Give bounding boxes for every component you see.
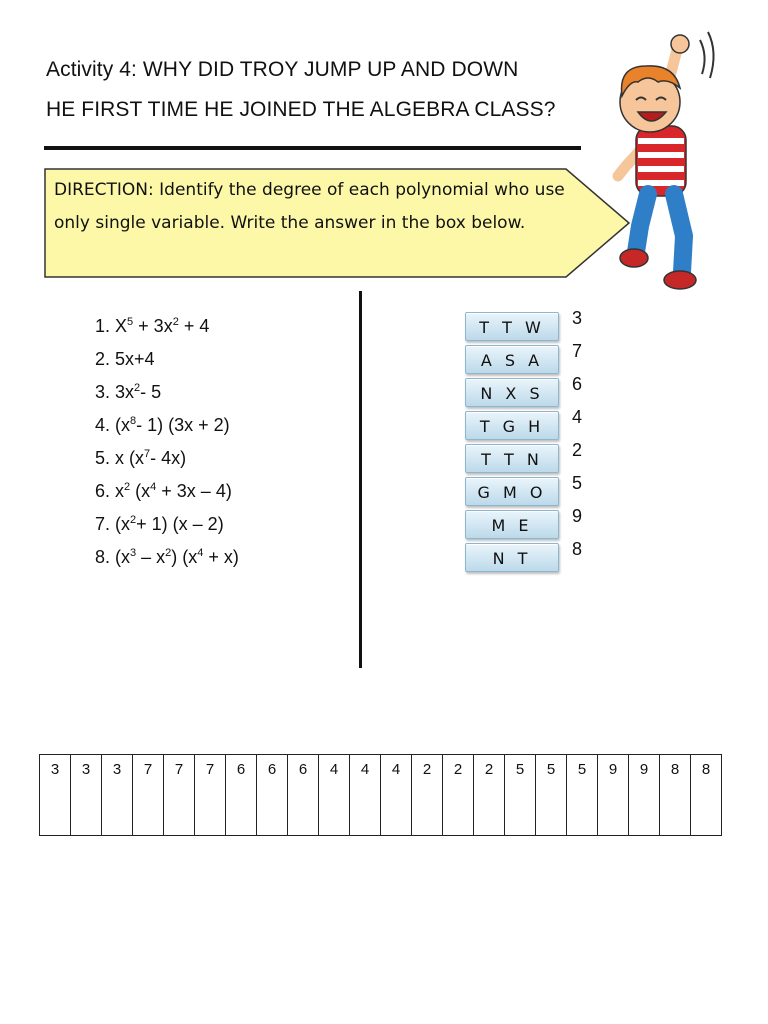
polynomial-item (95, 508, 239, 541)
polynomial-item (95, 376, 239, 409)
answer-cell[interactable]: 5 (505, 755, 536, 836)
expression-part: x (x (115, 448, 145, 468)
exponent: 7 (144, 448, 151, 460)
expression-part: - 5 (140, 382, 162, 402)
title-underline (44, 146, 581, 150)
letter-tile: N T (465, 543, 559, 572)
polynomial-list (95, 310, 239, 574)
answer-cell[interactable]: 7 (133, 755, 164, 836)
answer-cell[interactable]: 2 (443, 755, 474, 836)
polynomial-number: 1. (95, 316, 111, 336)
answer-cell[interactable]: 4 (350, 755, 381, 836)
answer-cell[interactable]: 2 (412, 755, 443, 836)
answer-cell[interactable]: 7 (195, 755, 226, 836)
degree-value: 3 (572, 308, 583, 328)
degree-value: 7 (572, 341, 583, 361)
exponent: 5 (127, 316, 134, 328)
answer-cell[interactable]: 2 (474, 755, 505, 836)
direction-box (44, 168, 630, 278)
degree-value: 8 (572, 539, 583, 559)
answer-cell[interactable]: 4 (381, 755, 412, 836)
answer-cell[interactable]: 9 (598, 755, 629, 836)
degree-value: 9 (572, 506, 583, 526)
polynomial-number: 3. (95, 382, 111, 402)
activity-title-line-2: HE FIRST TIME HE JOINED THE ALGEBRA CLASS? (46, 98, 556, 121)
letter-tile: M E (465, 510, 559, 539)
letter-tile: T T W (465, 312, 559, 341)
answer-row (40, 755, 722, 836)
answer-table (39, 754, 722, 836)
polynomial-number: 6. (95, 481, 111, 501)
expression-part: + 3x (133, 316, 173, 336)
letter-tile: T T N (465, 444, 559, 473)
exponent: 4 (150, 481, 157, 493)
letter-tile: N X S (465, 378, 559, 407)
answer-cell[interactable]: 9 (629, 755, 660, 836)
jumping-boy-illustration (588, 26, 726, 301)
expression-part: X (115, 316, 128, 336)
polynomial-number: 2. (95, 349, 111, 369)
exponent: 3 (130, 547, 137, 559)
letter-tile: T G H (465, 411, 559, 440)
letter-tile: A S A (465, 345, 559, 374)
expression-part: (x (115, 415, 131, 435)
expression-part: 3x (115, 382, 135, 402)
answer-cell[interactable]: 3 (71, 755, 102, 836)
degree-value: 6 (572, 374, 583, 394)
expression-part: - 4x) (150, 448, 187, 468)
expression-part: ) (x (171, 547, 198, 567)
polynomial-item (95, 409, 239, 442)
exponent: 2 (165, 547, 172, 559)
polynomial-number: 4. (95, 415, 111, 435)
answer-cell[interactable]: 5 (567, 755, 598, 836)
answer-cell[interactable]: 7 (164, 755, 195, 836)
expression-part: (x (115, 547, 131, 567)
exponent: 2 (130, 514, 137, 526)
expression-part: – x (136, 547, 166, 567)
expression-part: 5x+4 (115, 349, 155, 369)
answer-cell[interactable]: 3 (102, 755, 133, 836)
expression-part: - 1) (3x + 2) (136, 415, 230, 435)
exponent: 2 (134, 382, 141, 394)
polynomial-number: 8. (95, 547, 111, 567)
answer-cell[interactable]: 8 (660, 755, 691, 836)
expression-part: + 4 (178, 316, 210, 336)
expression-part: + 1) (x – 2) (136, 514, 224, 534)
letter-tile: G M O (465, 477, 559, 506)
exponent: 2 (124, 481, 131, 493)
direction-text: DIRECTION: Identify the degree of each polynomial who use only single variable. Write the answer in the box below. (54, 180, 565, 233)
answer-cell[interactable]: 3 (40, 755, 71, 836)
answer-cell[interactable]: 8 (691, 755, 722, 836)
answer-cell[interactable]: 6 (257, 755, 288, 836)
exponent: 2 (172, 316, 179, 328)
expression-part: + x) (203, 547, 239, 567)
exponent: 8 (130, 415, 137, 427)
expression-part: (x (130, 481, 151, 501)
answer-cell[interactable]: 6 (288, 755, 319, 836)
column-divider (359, 291, 362, 668)
exponent: 4 (197, 547, 204, 559)
polynomial-item (95, 310, 239, 343)
polynomial-item (95, 475, 239, 508)
activity-title-line-1: Activity 4: WHY DID TROY JUMP UP AND DOWN (46, 58, 519, 81)
polynomial-item (95, 541, 239, 574)
polynomial-number: 5. (95, 448, 111, 468)
answer-cell[interactable]: 4 (319, 755, 350, 836)
polynomial-item (95, 442, 239, 475)
expression-part: x (115, 481, 125, 501)
degree-value: 4 (572, 407, 583, 427)
expression-part: (x (115, 514, 131, 534)
answer-cell[interactable]: 5 (536, 755, 567, 836)
polynomial-item (95, 343, 239, 376)
polynomial-number: 7. (95, 514, 111, 534)
degree-value: 5 (572, 473, 583, 493)
expression-part: + 3x – 4) (156, 481, 232, 501)
degree-value: 2 (572, 440, 583, 460)
answer-cell[interactable]: 6 (226, 755, 257, 836)
